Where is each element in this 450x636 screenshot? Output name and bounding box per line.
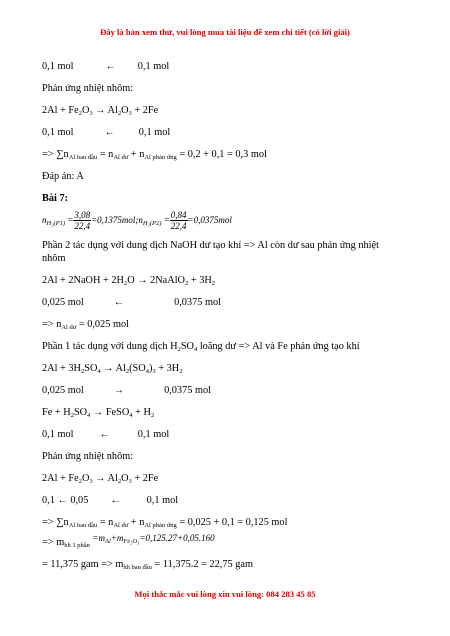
text-line: 0,1 mol ← 0,1 mol [42, 61, 170, 72]
equation-line: $Fe + H_2SO_4$ → FeSO$_4$ + $H_2$ [42, 407, 155, 419]
preview-banner: Đây là bản xem thử, vui lòng mua tài liệu để xem chi tiết (có lời giải) [100, 27, 350, 37]
equation-line: 2Al + 2NaOH + $2H_2O$ → 2NaAlO$_2$ + $3H_2$ [42, 275, 216, 287]
equation-line: $2Al + 3H_2SO_4 \to Al_2(SO_4)_3 + 3H_2$ [42, 363, 183, 375]
text-line: Phản ứng nhiệt nhôm: [42, 451, 134, 462]
text-line: Phản ứng nhiệt nhôm: [42, 83, 134, 94]
mass-formula-line: => $m_{hh 1 phần} =m_{Al}+m_{Fe_2O_3}=0,125.27+0,05.160$ [42, 533, 215, 549]
text-line: Phần 2 tác dụng với dung dịch NaOH dư tạo khí => Al còn dư sau phản ứng nhiệt [42, 240, 379, 251]
sum-line: => $\sum n_{Al ban đầu} = n_{Al dư} + n_{Al phản ứng} = 0,025 + 0,1 = 0,125$ mol [42, 517, 288, 529]
text-line: 0,1 mol ← 0,1 mol [42, 429, 170, 440]
text-line: 0,025 mol ← 0,0375 mol [42, 297, 221, 308]
problem-heading: Bài 7: [42, 193, 69, 204]
text-line: 0,025 mol → 0,0375 mol [42, 385, 211, 396]
equation-line: $2Al + Fe_2O_3 \to Al_2O_3 + 2Fe$ [42, 105, 159, 117]
answer-line: Đáp án: A [42, 171, 84, 182]
sum-line: => $\sum n_{Al ban đầu} = n_{Al dư} + n_{Al phản ứng} = 0,2 + 0,1 = 0,3$ mol [42, 149, 267, 161]
equation-line: $2Al + Fe_2O_3 \to Al_2O_3 + 2Fe$ [42, 473, 159, 485]
contact-banner: Mọi thắc mắc vui lòng xin vui lòng: 084 283 45 85 [134, 589, 316, 599]
text-line: nhôm [42, 253, 66, 264]
text-line: Phần 1 tác dụng với dung dịch $H_2SO_4$ loãng dư => Al và Fe phản ứng tạo khí [42, 341, 360, 353]
text-line: = 11,375 gam => $m_{hh ban đầu} = 11,375.2 = 22,75$ gam [42, 559, 253, 571]
formula-line: $n_{H_2(P1)}$ = $\frac{3,08}{22,4}$ $=0,1375mol;n_{H_2(P2)}$ = $\frac{0,84}{22,4}$ =0,0375mol [42, 210, 232, 231]
text-line: 0,1 mol ← 0,1 mol [42, 127, 171, 138]
text-line: 0,1 ← 0,05 ← 0,1 mol [42, 495, 179, 506]
text-line: => $n_{Al dư} = 0,025$ mol [42, 319, 129, 331]
